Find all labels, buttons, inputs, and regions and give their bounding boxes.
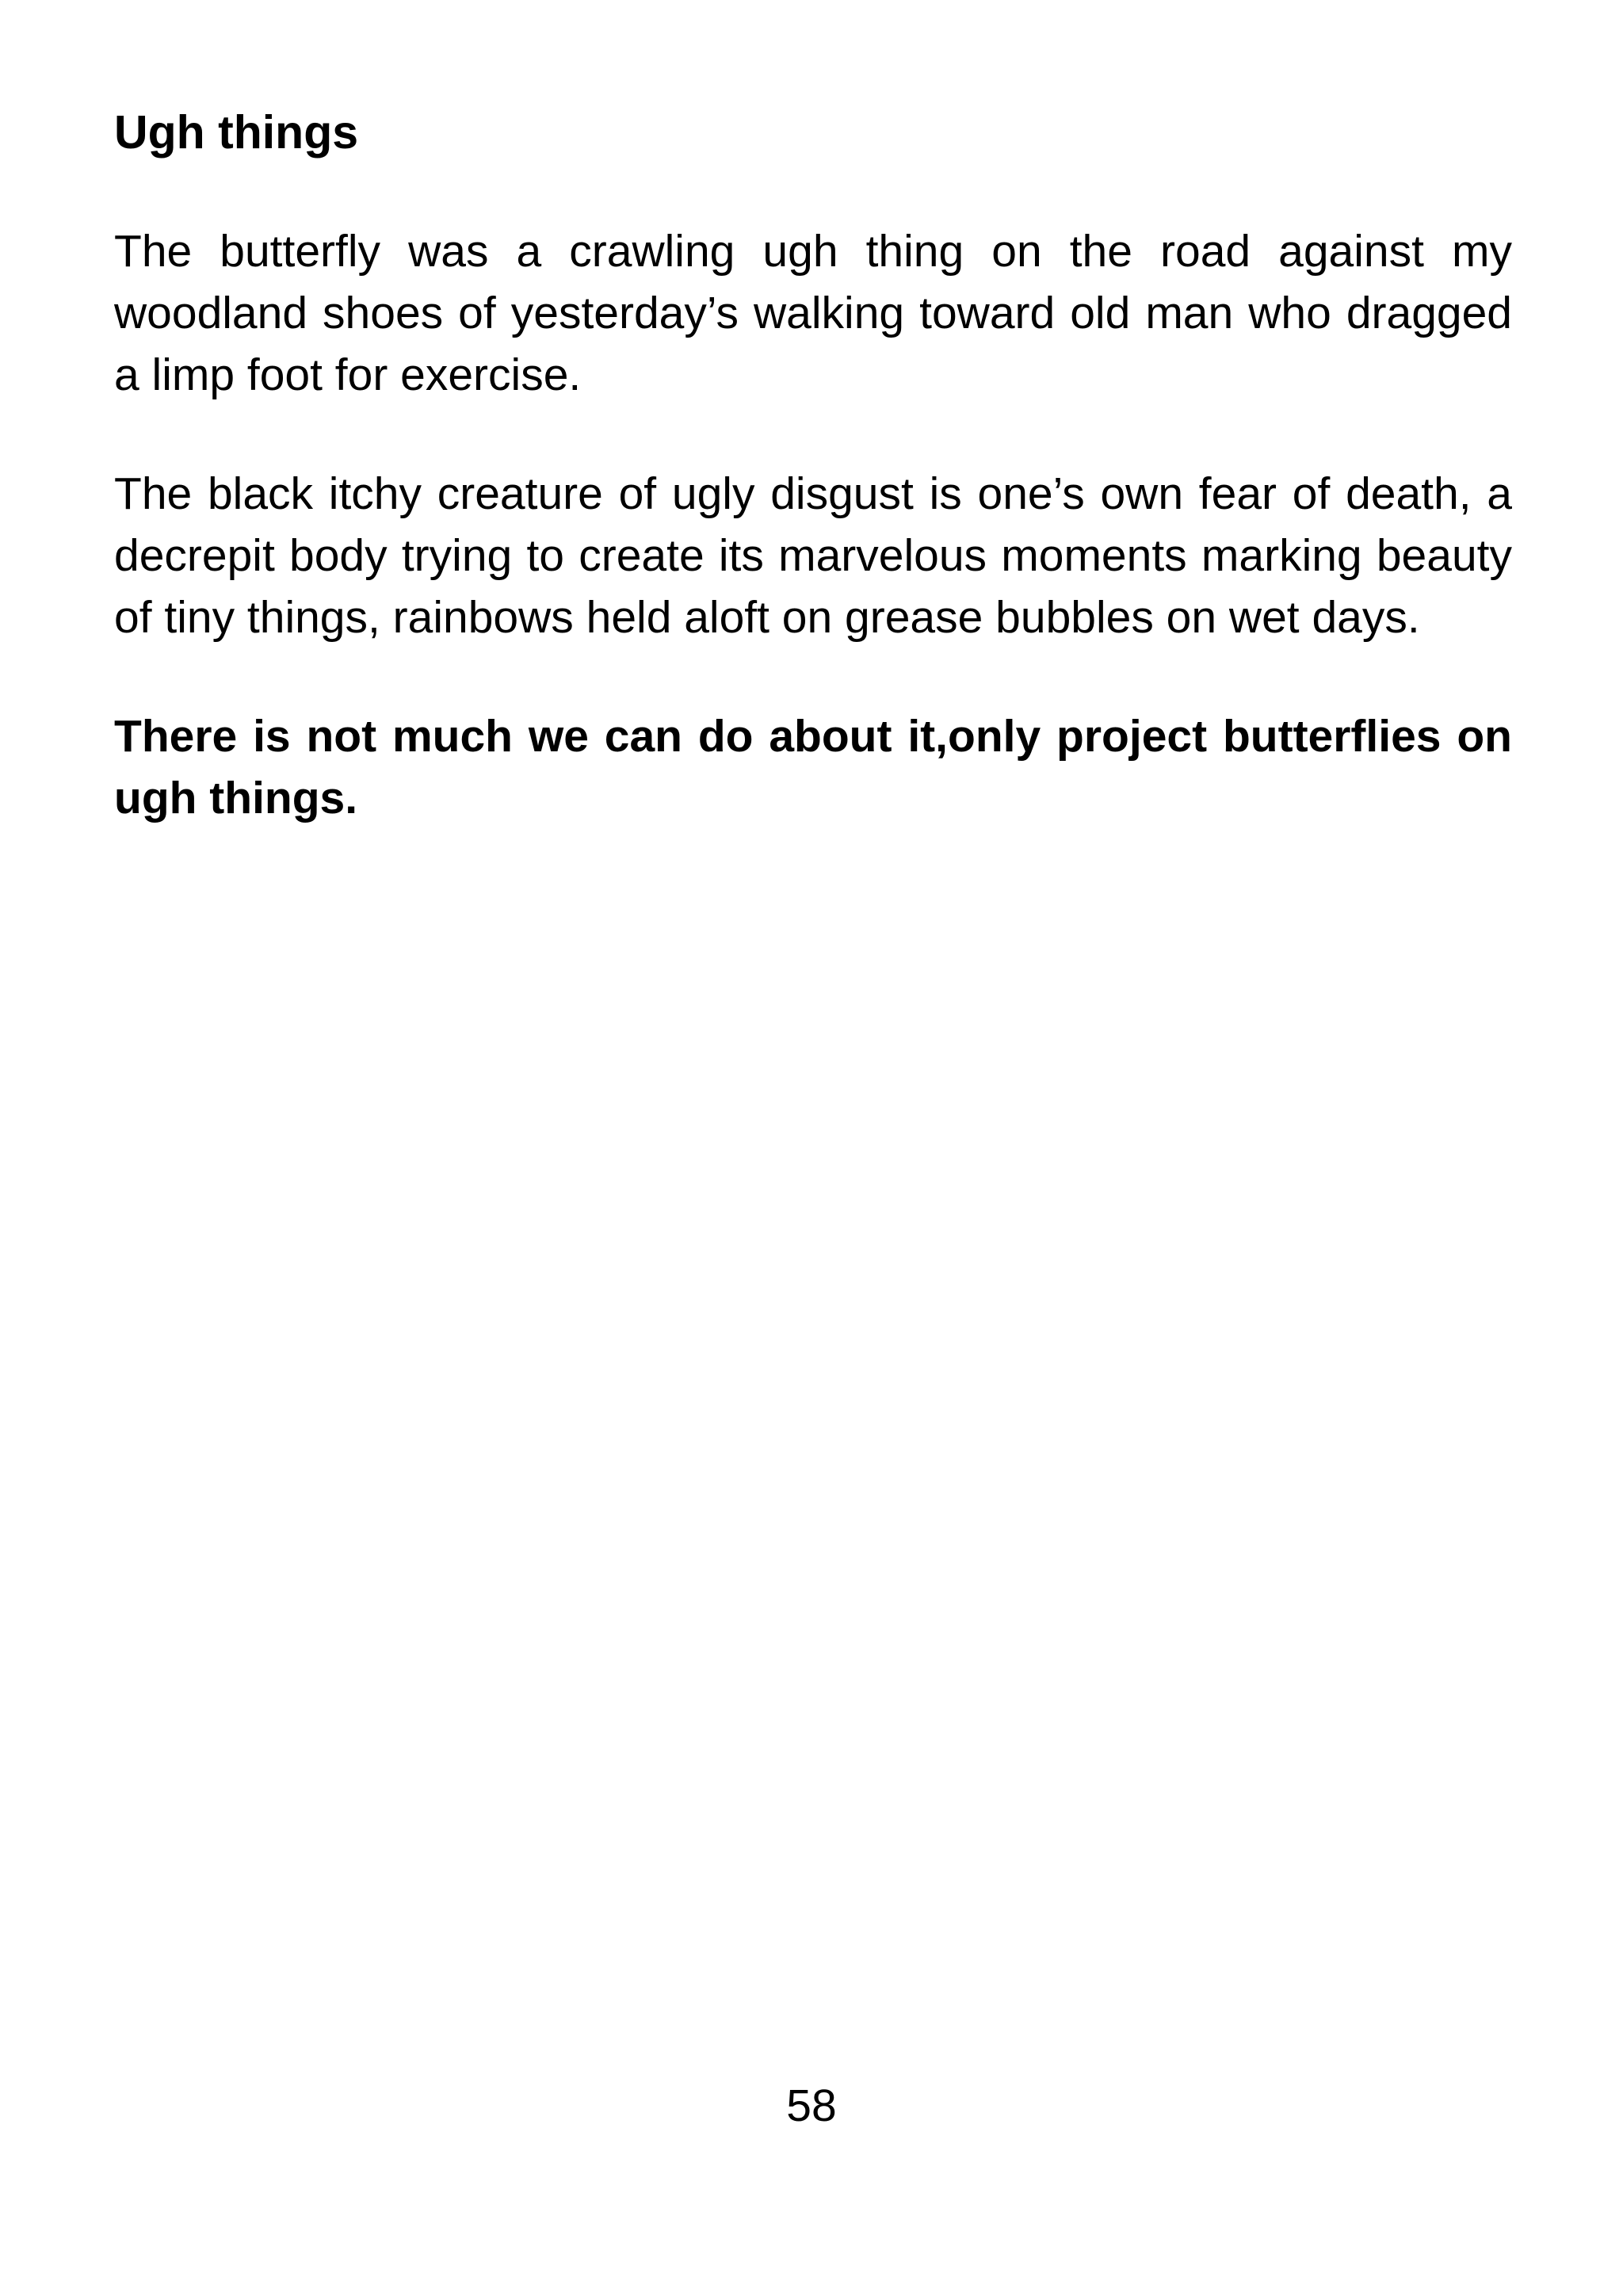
page-title: Ugh things xyxy=(114,106,359,159)
paragraph-3-closing: There is not much we can do about it,only project butterflies on ugh things. xyxy=(114,711,1512,823)
paragraph-1: The butterfly was a crawling ugh thing on the road against my woodland shoes of yesterday’s walking toward old man who dragged a limp foot for exercise. xyxy=(114,226,1512,400)
page-content xyxy=(114,101,1512,886)
paragraph-2: The black itchy creature of ugly disgust is one’s own fear of death, a decrepit body trying to create its marvelous moments marking beauty of tiny things, rainbows held aloft on grease bubbles on wet days. xyxy=(114,468,1512,643)
page-number: 58 xyxy=(786,2080,837,2131)
